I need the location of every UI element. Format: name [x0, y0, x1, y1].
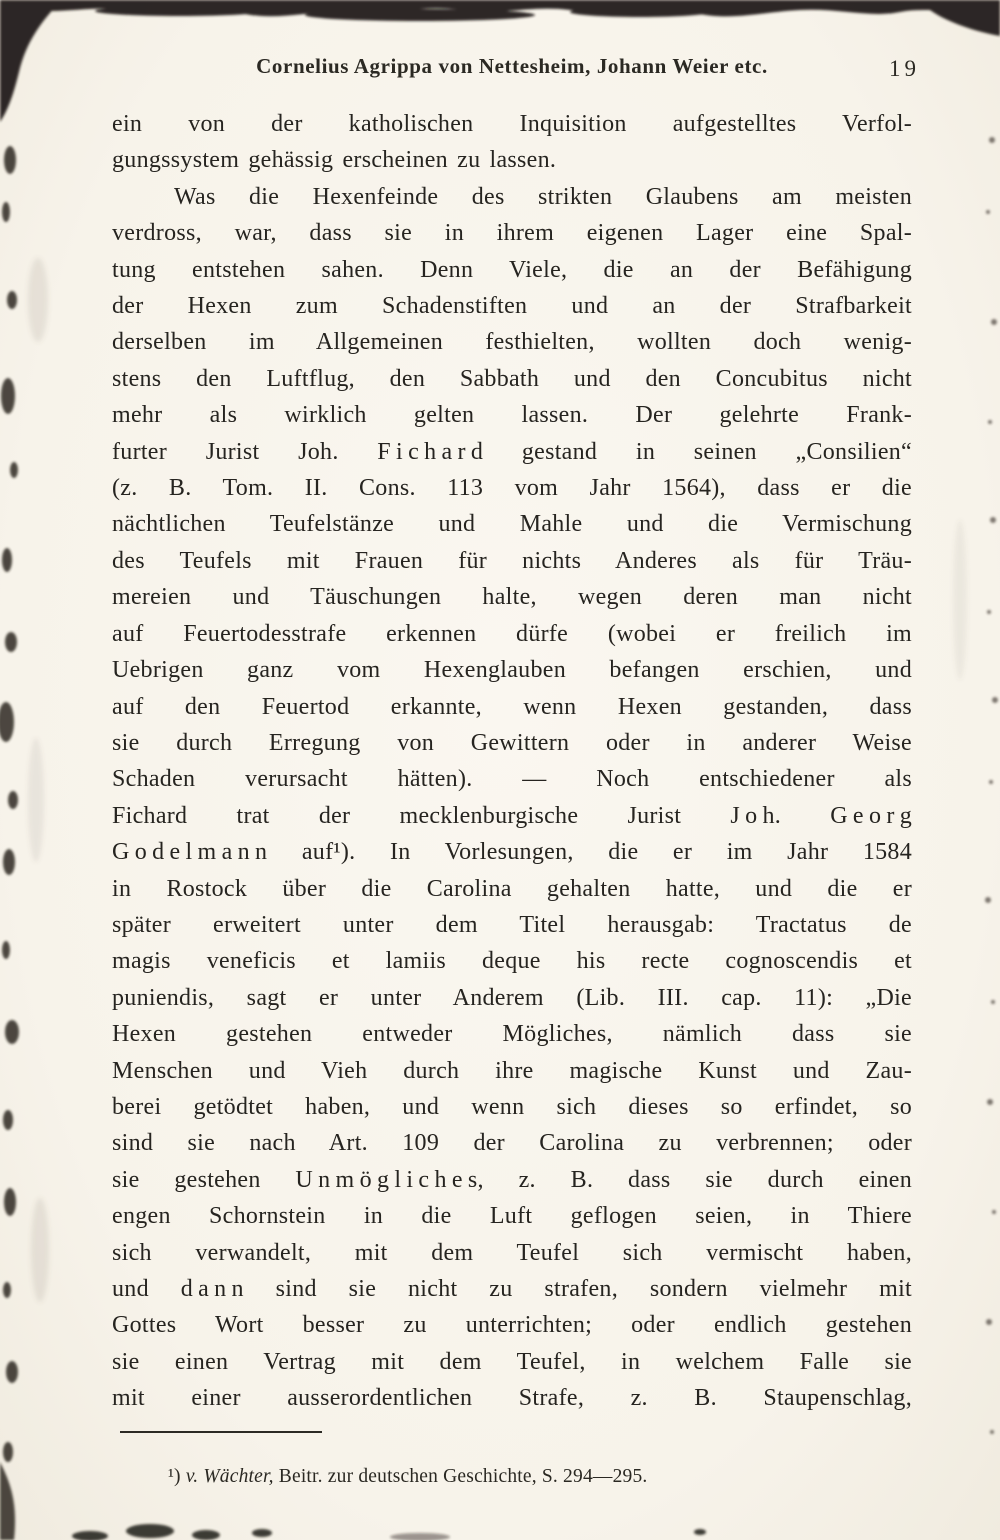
text-line: mit einer ausserordentlichen Strafe, z. B. Staupenschlag,: [112, 1385, 912, 1412]
text-line: sind sie nach Art. 109 der Carolina zu verbrennen; oder: [112, 1130, 912, 1157]
text-line: sich verwandelt, mit dem Teufel sich vermischt haben,: [112, 1239, 912, 1266]
text-line: des Teufels mit Frauen für nichts Anderes als für Träu-: [112, 547, 912, 574]
text-line: G o d e l m a n n auf¹). In Vorlesungen, die er im Jahr 1584: [112, 839, 912, 866]
text-line: mereien und Täuschungen halte, wegen deren man nicht: [112, 584, 912, 611]
text-line: Was die Hexenfeinde des strikten Glaubens am meisten: [174, 183, 912, 210]
text-line: auf Feuertodesstrafe erkennen dürfe (wobei er freilich im: [112, 620, 912, 647]
text-line: Gottes Wort besser zu unterrichten; oder endlich gestehen: [112, 1312, 912, 1339]
text-line: später erweitert unter dem Titel herausgab: Tractatus de: [112, 911, 912, 938]
footnote-marker: ¹): [168, 1466, 186, 1487]
running-header: [112, 54, 920, 88]
text-line: Schaden verursacht hätten). — Noch entschiedener als: [112, 766, 912, 793]
chapter-title: Cornelius Agrippa von Nettesheim, Johann Weier etc.: [256, 54, 768, 78]
footnote-source: v. Wächter,: [185, 1466, 274, 1487]
footnote-text: Beitr. zur deutschen Geschichte, S. 294—295.: [273, 1466, 648, 1487]
text-line: Uebrigen ganz vom Hexenglauben befangen erschien, und: [112, 657, 912, 684]
text-line: magis veneficis et lamiis deque his recte cognoscendis et: [112, 948, 912, 975]
page-number: 19: [889, 56, 920, 81]
text-line: ein von der katholischen Inquisition aufgestelltes Verfol-: [112, 111, 912, 137]
text-line: der Hexen zum Schadenstiften und an der Strafbarkeit: [112, 293, 912, 320]
text-line: mehr als wirklich gelten lassen. Der gelehrte Frank-: [112, 402, 912, 429]
text-line: berei getödtet haben, und wenn sich dieses so erfindet, so: [112, 1093, 912, 1120]
text-line: Menschen und Vieh durch ihre magische Kunst und Zau-: [112, 1057, 912, 1084]
text-line: sie gestehen U n m ö g l i c h e s, z. B. dass sie durch einen: [112, 1166, 912, 1193]
text-line: derselben im Allgemeinen festhielten, wollten doch wenig-: [112, 329, 912, 356]
text-line: engen Schornstein in die Luft geflogen seien, in Thiere: [112, 1203, 912, 1230]
text-line: gungssystem gehässig erscheinen zu lassen.: [112, 147, 557, 174]
text-line: in Rostock über die Carolina gehalten hatte, und die er: [112, 875, 912, 902]
text-line: Fichard trat der mecklenburgische Jurist J o h. G e o r g: [112, 802, 912, 829]
text-line: sie einen Vertrag mit dem Teufel, in welchem Falle sie: [112, 1348, 912, 1375]
text-line: stens den Luftflug, den Sabbath und den Concubitus nicht: [112, 365, 912, 392]
text-line: und d a n n sind sie nicht zu strafen, sondern vielmehr mit: [112, 1276, 912, 1302]
footnote-separator-rule: [120, 1431, 322, 1433]
footnote: [112, 1466, 912, 1488]
text-line: Hexen gestehen entweder Mögliches, nämlich dass sie: [112, 1021, 912, 1048]
text-line: (z. B. Tom. II. Cons. 113 vom Jahr 1564), dass er die: [112, 475, 912, 502]
text-line: tung entstehen sahen. Denn Viele, die an der Befähigung: [112, 256, 912, 283]
page-body: [112, 106, 912, 1417]
text-line: furter Jurist Joh. F i c h a r d gestand in seinen „Consilien“: [112, 438, 912, 465]
text-line: auf den Feuertod erkannte, wenn Hexen gestanden, dass: [112, 693, 912, 720]
text-line: puniendis, sagt er unter Anderem (Lib. III. cap. 11): „Die: [112, 984, 912, 1011]
text-line: verdross, war, dass sie in ihrem eigenen Lager eine Spal-: [112, 220, 912, 247]
text-line: nächtlichen Teufelstänze und Mahle und die Vermischung: [112, 511, 912, 538]
text-line: sie durch Erregung von Gewittern oder in anderer Weise: [112, 729, 912, 756]
